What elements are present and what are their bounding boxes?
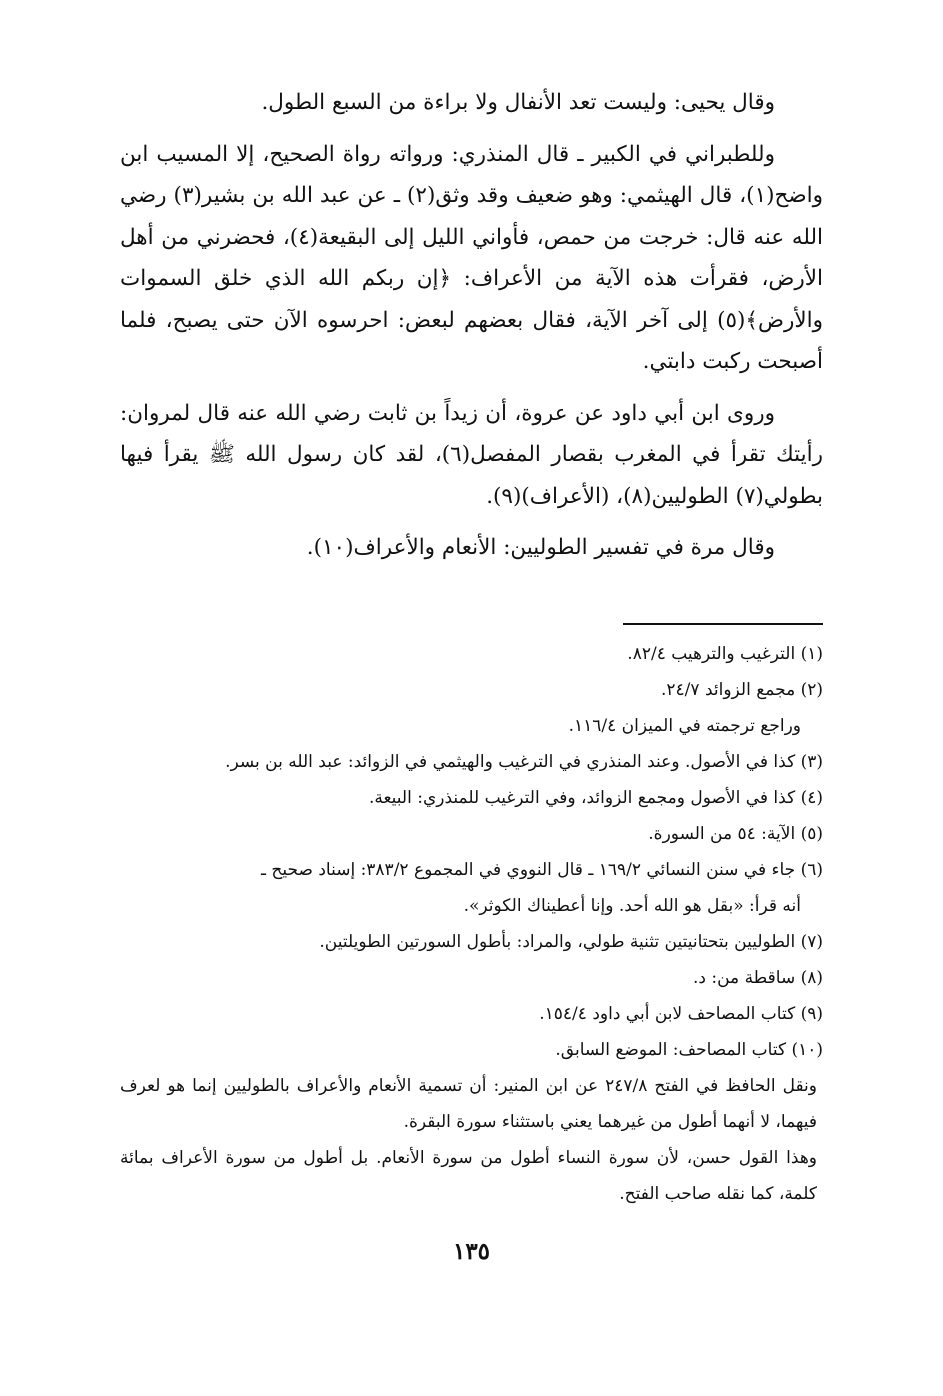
footnote-2-continuation: وراجع ترجمته في الميزان ١١٦/٤. [568,716,801,736]
footnote-separator [623,623,823,625]
page-number: ١٣٥ [452,1238,491,1265]
footnotes [120,636,823,1212]
footnote-4: (٤) كذا في الأصول ومجمع الزوائد، وفي الترغيب للمنذري: البيعة. [368,788,823,808]
paragraph-tabarani: وللطبراني في الكبير ـ قال المنذري: ورواته رواة الصحيح، إلا المسيب ابن واضح(١)، قال الهيثمي: وهو ضعيف وقد وثق(٢) ـ عن عبد الله بن بشير(٣) رضي الله عنه قال: خرجت من حمص، فأواني الليل إلى البقيعة(٤)، فحضرني من أهل الأرض، فقرأت هذه الآية من الأعراف: ﴿إن ربكم الله الذي خلق السموات والأرض﴾(٥) إلى آخر الآية، فقال بعضهم لبعض: احرسوه الآن حتى يصبح، فلما أصبحت ركبت دابتي. [120,141,824,374]
footnote-10-note-a: ونقل الحافظ في الفتح ٢٤٧/٨ عن ابن المنير: أن تسمية الأنعام والأعراف بالطوليين إنما هو لعرف فيهما، لا أنهما أطول من غيرهما يعني باستثناء سورة البقرة. [120,1076,817,1132]
footnote-6: (٦) جاء في سنن النسائي ١٦٩/٢ ـ قال النووي في المجموع ٣٨٣/٢: إسناد صحيح ـ [261,860,823,880]
footnote-10: (١٠) كتاب المصاحف: الموضع السابق. [555,1040,823,1060]
footnote-8: (٨) ساقطة من: د. [693,968,823,988]
paragraph-yahya: وقال يحيى: وليست تعد الأنفال ولا براءة من السبع الطول. [261,90,775,115]
footnote-3: (٣) كذا في الأصول. وعند المنذري في الترغيب والهيثمي في الزوائد: عبد الله بن بسر. [225,752,823,772]
main-text [120,82,823,579]
paragraph-tafsir-tuwalayayn: وقال مرة في تفسير الطوليين: الأنعام والأعراف(١٠). [306,535,775,560]
footnote-2: (٢) مجمع الزوائد ٢٤/٧. [661,680,823,700]
footnote-5: (٥) الآية: ٥٤ من السورة. [648,824,823,844]
footnote-9: (٩) كتاب المصاحف لابن أبي داود ١٥٤/٤. [539,1004,823,1024]
footnote-7: (٧) الطوليين بتحتانيتين تثنية طولي، والمراد: بأطول السورتين الطويلتين. [319,932,823,952]
footnote-1: (١) الترغيب والترهيب ٨٢/٤. [627,644,823,664]
paragraph-ibn-abi-dawud: وروى ابن أبي داود عن عروة، أن زيداً بن ثابت رضي الله عنه قال لمروان: رأيتك تقرأ في المغرب بقصار المفصل(٦)، لقد كان رسول الله ﷺ يقرأ فيها بطولي(٧) الطوليين(٨)، (الأعراف)(٩). [120,400,823,509]
footnote-10-note-b: وهذا القول حسن، لأن سورة النساء أطول من سورة الأنعام. بل أطول من سورة الأعراف بمائة كلمة، كما نقله صاحب الفتح. [120,1148,817,1204]
footnote-6-continuation: أنه قرأ: «بقل هو الله أحد. وإنا أعطيناك الكوثر». [463,896,801,916]
